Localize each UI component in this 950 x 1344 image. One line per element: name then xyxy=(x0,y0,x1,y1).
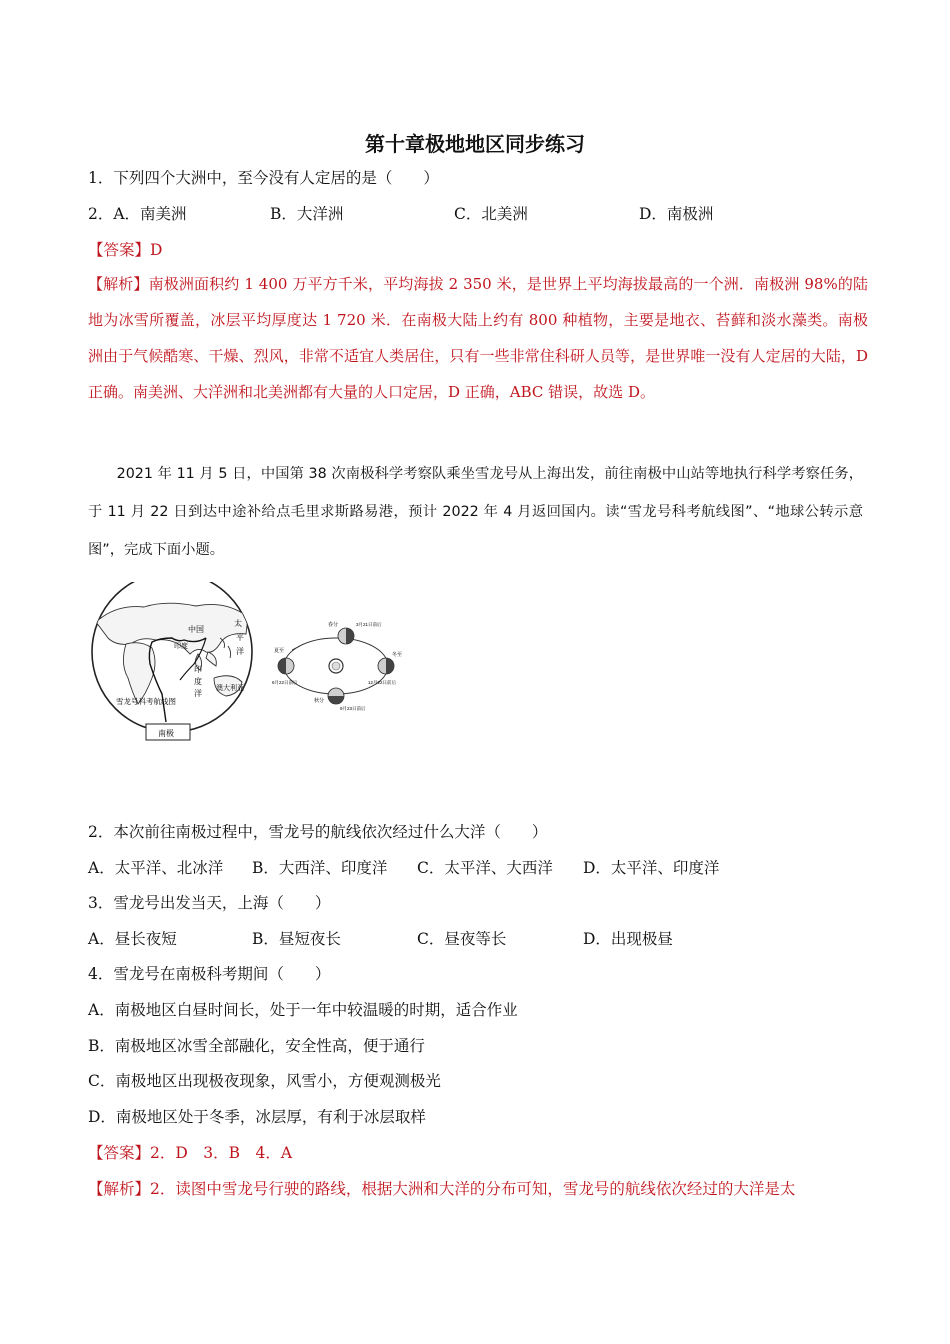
map-label-india: 印度 xyxy=(174,643,188,650)
sun-core xyxy=(332,662,340,670)
map-label-tai: 太 xyxy=(234,619,242,628)
orbit-label-winter: 冬至 xyxy=(392,652,402,658)
q4-option-b: B．南极地区冰雪全部融化，安全性高，便于通行 xyxy=(88,1037,425,1055)
q1-analysis xyxy=(88,266,868,410)
q1-analysis-text: 南极洲面积约 1 400 万平方千米，平均海拔 2 350 米，是世界上平均海拔最高的一个洲．南极洲 98%的陆地为冰雪所覆盖，冰层平均厚度达 1 720 米．在南极大陆上约有 800 种植物，主要是地衣、苔藓和淡水藻类。南极洲由于气候酷寒、干燥、烈风，非常不适宜人类居住，只有一些非常住科研人员等，是世界唯一没有人定居的大陆，D 正确。南美洲、大洋洲和北美洲都有大量的人口定居，D 正确，ABC 错误，故选 D。 xyxy=(88,275,868,401)
q2-option-a: A．太平洋、北冰洋 xyxy=(88,859,224,877)
analysis-2-label: 【解析】 xyxy=(88,1180,151,1198)
reading-passage: 2021 年 11 月 5 日，中国第 38 次南极科学考察队乘坐雪龙号从上海出发，前往南极中山站等地执行科学考察任务，于 11 月 22 日到达中途补给点毛里求斯路易港，预计 2022 年 4 月返回国内。读“雪龙号科考航线图”、“地球公转示意图”，完成下面小题。 xyxy=(88,466,863,558)
map-label-du: 度 xyxy=(194,677,202,686)
q3-option-a: A．昼长夜短 xyxy=(88,930,177,948)
q3-stem: 3．雪龙号出发当天，上海（ ） xyxy=(88,894,331,912)
answer-2-4-text: 2．D 3．B 4．A xyxy=(150,1144,293,1162)
map-caption: 雪龙号科考航线图 xyxy=(116,697,176,706)
earth-winter xyxy=(378,658,394,674)
q2-option-c: C．太平洋、大西洋 xyxy=(417,859,553,877)
q2-stem: 2．本次前往南极过程中，雪龙号的航线依次经过什么大洋（ ） xyxy=(88,823,548,841)
answer-2-4-label: 【答案】 xyxy=(88,1144,151,1162)
q4-option-d: D．南极地区处于冬季，冰层厚，有利于冰层取样 xyxy=(88,1108,426,1126)
map-label-yin: 印 xyxy=(194,665,202,674)
q1-option-d: D．南极洲 xyxy=(639,205,714,223)
q2-option-d: D．太平洋、印度洋 xyxy=(583,859,720,877)
map-label-antarctica: 南极 xyxy=(158,729,174,738)
analysis-2 xyxy=(88,1179,795,1199)
q4-option-c: C．南极地区出现极夜现象，风雪小，方便观测极光 xyxy=(88,1072,441,1090)
q1-option-a: 2．A．南美洲 xyxy=(88,205,187,223)
q1-option-c: C．北美洲 xyxy=(454,205,528,223)
orbit-label-summer: 夏至 xyxy=(274,648,285,654)
q1-option-b: B．大洋洲 xyxy=(270,205,344,223)
q4-option-a: A．南极地区白昼时间长，处于一年中较温暖的时期，适合作业 xyxy=(88,1001,518,1019)
q1-analysis-label: 【解析】 xyxy=(88,275,149,293)
q3-option-d: D．出现极昼 xyxy=(583,930,673,948)
orbit-label-spring-date: 3月21日前后 xyxy=(356,622,382,627)
orbit-figure xyxy=(270,616,402,714)
route-map-figure xyxy=(86,582,258,744)
page-title: 第十章极地地区同步练习 xyxy=(365,132,585,156)
earth-spring xyxy=(338,628,354,644)
orbit-label-spring: 春分 xyxy=(328,622,339,628)
q1-stem: 1．下列四个大洲中，至今没有人定居的是（ ） xyxy=(88,169,439,187)
q4-stem: 4．雪龙号在南极科考期间（ ） xyxy=(88,965,331,983)
map-label-ping: 平 xyxy=(236,633,244,642)
orbit-label-autumn: 秋分 xyxy=(314,698,325,704)
orbit-label-summer-date: 6月22日前后 xyxy=(272,680,298,685)
earth-summer xyxy=(278,658,294,674)
orbit-arrow xyxy=(292,646,300,650)
answer-2-4 xyxy=(88,1143,292,1163)
earth-autumn xyxy=(328,688,344,704)
map-label-yang: 洋 xyxy=(236,647,244,656)
q3-option-b: B．昼短夜长 xyxy=(252,930,341,948)
map-label-yang2: 洋 xyxy=(194,689,202,698)
q1-answer: 【答案】D xyxy=(88,241,163,259)
orbit-label-autumn-date: 9月23日前后 xyxy=(340,706,366,711)
map-label-china: 中国 xyxy=(188,625,204,634)
q3-option-c: C．昼夜等长 xyxy=(417,930,507,948)
orbit-label-winter-date: 12月22日前后 xyxy=(368,680,397,685)
analysis-2-text: 2．读图中雪龙号行驶的路线，根据大洲和大洋的分布可知，雪龙号的航线依次经过的大洋是太 xyxy=(150,1180,796,1198)
q2-option-b: B．大西洋、印度洋 xyxy=(252,859,388,877)
map-label-australia: 澳大利亚 xyxy=(216,685,244,692)
